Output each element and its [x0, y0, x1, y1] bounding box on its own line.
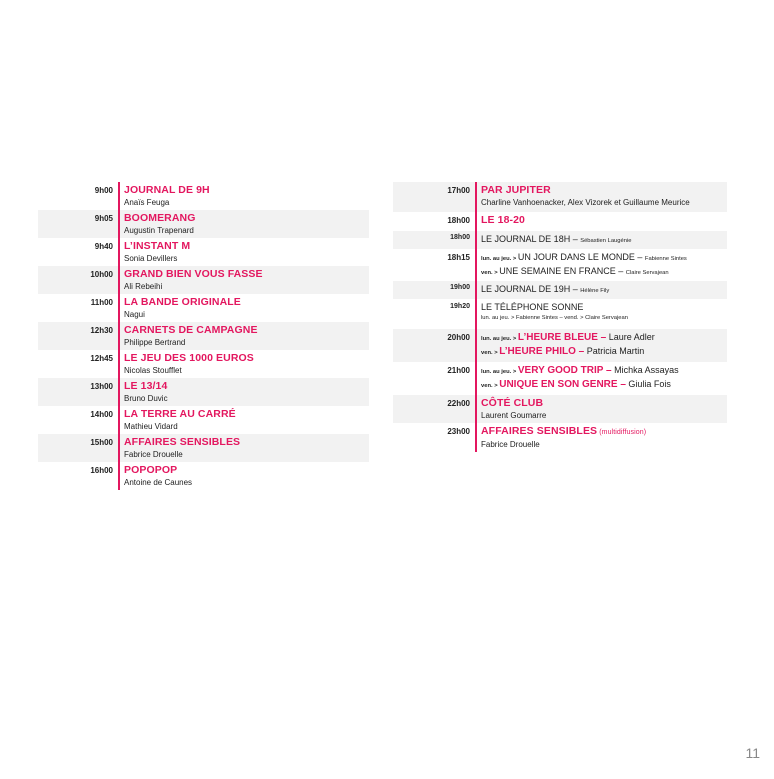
program-entry	[118, 378, 369, 406]
program-entry	[118, 322, 369, 350]
separator: –	[570, 234, 581, 244]
program-host: Hélène Fily	[580, 288, 610, 294]
program-title: CARNETS DE CAMPAGNE	[124, 324, 258, 336]
schedule-row	[38, 266, 369, 294]
time-label: 13h00	[90, 382, 113, 391]
time-label: 10h00	[90, 270, 113, 279]
time-label: 23h00	[447, 427, 470, 436]
program-line	[481, 378, 727, 392]
schedule-right-column	[393, 182, 727, 452]
days-label: lun. au jeu. > Fabienne Sintes – vend. > Claire Servajean	[481, 315, 628, 321]
schedule-row	[38, 322, 369, 350]
program-tag: (multidiffusion)	[597, 429, 647, 436]
program-entry	[118, 350, 369, 378]
program-entry	[118, 434, 369, 462]
program-entry	[118, 210, 369, 238]
time-label: 9h05	[94, 214, 113, 223]
program-title: L’HEURE PHILO –	[499, 346, 585, 357]
time-label: 17h00	[447, 186, 470, 195]
program-host: Laurent Goumarre	[481, 411, 547, 420]
program-entry	[475, 249, 727, 281]
program-line	[481, 265, 727, 279]
schedule-row	[38, 350, 369, 378]
program-entry	[475, 299, 727, 329]
days-label: ven. >	[481, 383, 500, 389]
program-title: UNIQUE EN SON GENRE –	[499, 379, 626, 390]
program-entry	[118, 266, 369, 294]
days-label: ven. >	[481, 270, 500, 276]
time-label: 21h00	[447, 366, 470, 375]
program-title: JOURNAL DE 9H	[124, 184, 210, 196]
program-host: Anaïs Feuga	[124, 198, 170, 207]
program-title: BOOMERANG	[124, 212, 196, 224]
program-title: CÔTÉ CLUB	[481, 397, 544, 409]
separator: –	[634, 252, 645, 262]
program-title: GRAND BIEN VOUS FASSE	[124, 268, 263, 280]
schedule-row	[393, 212, 727, 231]
program-entry	[118, 294, 369, 322]
program-title: LE JOURNAL DE 18H	[481, 234, 571, 244]
schedule-row	[393, 182, 727, 212]
schedule-row	[393, 281, 727, 299]
schedule-row	[393, 395, 727, 423]
days-label: lun. au jeu. >	[481, 369, 518, 375]
program-line	[481, 345, 727, 359]
program-entry	[118, 462, 369, 490]
program-title: AFFAIRES SENSIBLES	[481, 425, 598, 437]
separator: –	[615, 266, 626, 276]
program-host: Bruno Duvic	[124, 394, 168, 403]
program-title: AFFAIRES SENSIBLES	[124, 436, 241, 448]
schedule-row	[393, 249, 727, 281]
program-title: L’INSTANT M	[124, 240, 191, 252]
program-host: Charline Vanhoenacker, Alex Vizorek et Guillaume Meurice	[481, 198, 690, 207]
schedule-row	[38, 434, 369, 462]
program-host: Claire Servajean	[625, 270, 669, 276]
schedule-row	[38, 210, 369, 238]
time-label: 11h00	[90, 298, 113, 307]
program-host: Sonia Devillers	[124, 254, 178, 263]
program-title: UNE SEMAINE EN FRANCE	[499, 266, 616, 276]
program-entry	[118, 406, 369, 434]
schedule-row	[393, 423, 727, 452]
program-entry	[475, 423, 727, 452]
program-title: LA BANDE ORIGINALE	[124, 296, 241, 308]
program-host: Fabrice Drouelle	[481, 440, 540, 449]
program-host: Ali Rebeihi	[124, 282, 163, 291]
program-title: LE JOURNAL DE 19H	[481, 284, 571, 294]
program-entry	[118, 238, 369, 266]
time-label: 18h15	[447, 253, 470, 262]
time-label: 18h00	[447, 216, 470, 225]
time-label: 16h00	[90, 466, 113, 475]
program-line	[481, 233, 727, 247]
schedule-row	[393, 329, 727, 362]
time-label: 12h45	[90, 354, 113, 363]
program-host: Fabrice Drouelle	[124, 450, 183, 459]
program-entry	[475, 212, 727, 231]
program-line	[481, 283, 727, 297]
time-label: 12h30	[90, 326, 113, 335]
program-title: VERY GOOD TRIP –	[517, 365, 612, 376]
program-host: Sébastien Laugénie	[580, 238, 632, 244]
program-title: LE JEU DES 1000 EUROS	[124, 352, 254, 364]
time-label: 9h00	[94, 186, 113, 195]
program-host: Nagui	[124, 310, 145, 319]
schedule-row	[38, 238, 369, 266]
schedule-row	[38, 378, 369, 406]
program-title: POPOPOP	[124, 464, 178, 476]
program-host: Antoine de Caunes	[124, 478, 193, 487]
program-line	[481, 331, 727, 345]
time-label: 18h00	[450, 234, 470, 241]
schedule-row	[38, 294, 369, 322]
time-label: 20h00	[447, 333, 470, 342]
program-entry	[118, 182, 369, 210]
schedule-row	[393, 362, 727, 395]
time-label: 9h40	[94, 242, 113, 251]
program-entry	[475, 182, 727, 212]
program-entry	[475, 329, 727, 362]
program-entry	[475, 281, 727, 299]
schedule-row	[38, 182, 369, 210]
time-label: 22h00	[447, 399, 470, 408]
program-entry	[475, 362, 727, 395]
program-host: Fabienne Sintes	[644, 256, 687, 262]
time-label: 19h20	[450, 303, 470, 310]
program-host: Mathieu Vidard	[124, 422, 178, 431]
program-line	[481, 251, 727, 265]
program-title-line	[481, 425, 727, 439]
program-host: Patricia Martin	[584, 346, 645, 356]
program-title: PAR JUPITER	[481, 184, 551, 196]
schedule-row	[38, 406, 369, 434]
days-label: lun. au jeu. >	[481, 336, 518, 342]
days-label: ven. >	[481, 350, 500, 356]
separator: –	[570, 284, 581, 294]
time-label: 19h00	[450, 284, 470, 291]
program-host: Augustin Trapenard	[124, 226, 194, 235]
time-label: 15h00	[90, 438, 113, 447]
days-label: lun. au jeu. >	[481, 256, 518, 262]
program-host: Laure Adler	[606, 332, 655, 342]
program-entry	[475, 231, 727, 249]
program-line	[481, 364, 727, 378]
program-host: Nicolas Stoufflet	[124, 366, 182, 375]
program-host: Philippe Bertrand	[124, 338, 186, 347]
schedule-row	[393, 231, 727, 249]
program-title: LA TERRE AU CARRÉ	[124, 408, 236, 420]
program-title: L’HEURE BLEUE –	[517, 332, 607, 343]
schedule-left-column	[38, 182, 369, 490]
program-title: UN JOUR DANS LE MONDE	[517, 252, 635, 262]
time-label: 14h00	[90, 410, 113, 419]
program-title: LE TÉLÉPHONE SONNE	[481, 302, 584, 312]
program-host: Michka Assayas	[611, 365, 679, 375]
program-entry	[475, 395, 727, 423]
schedule-row	[393, 299, 727, 329]
program-host: Giulia Fois	[625, 379, 671, 389]
program-title: LE 13/14	[124, 380, 168, 392]
program-title: LE 18-20	[481, 214, 525, 226]
page-number: 11	[745, 745, 760, 761]
schedule-row	[38, 462, 369, 490]
